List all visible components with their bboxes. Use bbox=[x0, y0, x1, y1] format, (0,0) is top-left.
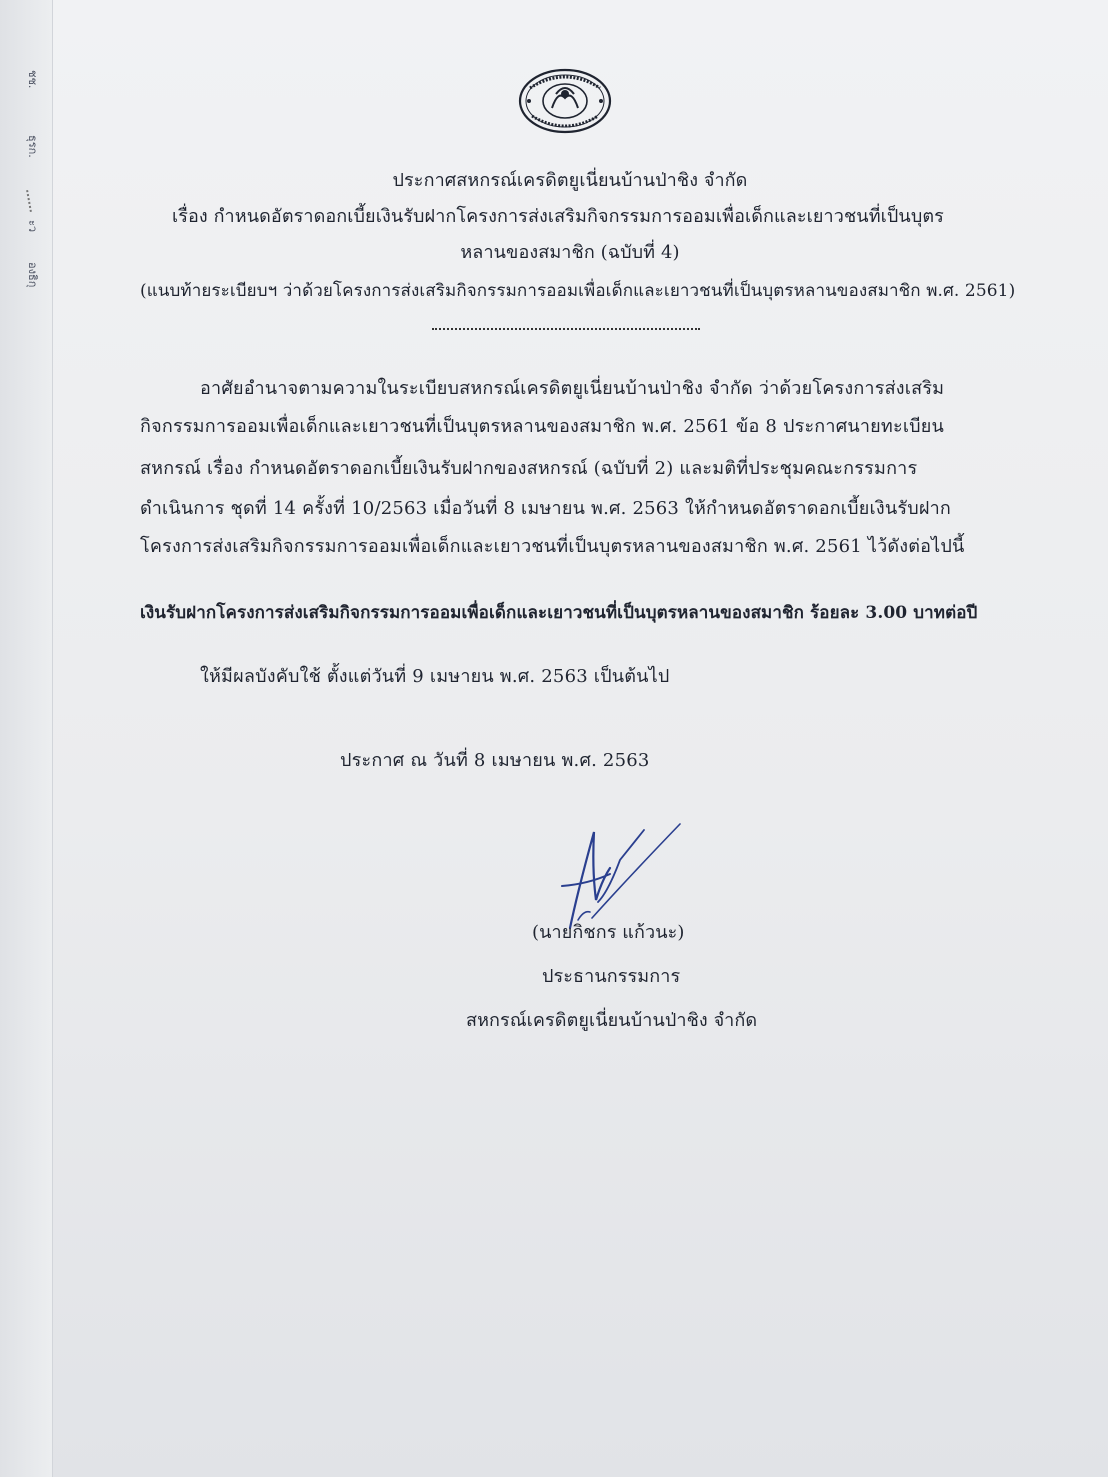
signatory-name: (นายกิชกร แก้วนะ) bbox=[532, 922, 685, 943]
signatory-organization: สหกรณ์เครดิตยูเนี่ยนบ้านป่าชิง จำกัด bbox=[466, 1010, 758, 1031]
cooperative-seal-logo bbox=[518, 68, 612, 134]
margin-dots bbox=[26, 190, 32, 212]
signatory-position: ประธานกรรมการ bbox=[542, 966, 681, 987]
announcement-title: ประกาศสหกรณ์เครดิตยูเนี่ยนบ้านป่าชิง จำกัด bbox=[392, 170, 748, 191]
body-line-3: สหกรณ์ เรื่อง กำหนดอัตราดอกเบี้ยเงินรับฝากของสหกรณ์ (ฉบับที่ 2) และมติที่ประชุมคณะกรรมการ bbox=[140, 458, 918, 479]
margin-note-4: องธิกุ bbox=[26, 262, 39, 288]
rate-statement: เงินรับฝากโครงการส่งเสริมกิจกรรมการออมเพื่อเด็กและเยาวชนที่เป็นบุตรหลานของสมาชิก ร้อยละ 3.00 บาทต่อปี bbox=[140, 603, 978, 623]
annex-reference: (แนบท้ายระเบียบฯ ว่าด้วยโครงการส่งเสริมกิจกรรมการออมเพื่อเด็กและเยาวชนที่เป็นบุตรหลานของสมาชิก พ.ศ. 2561) bbox=[140, 281, 1016, 301]
margin-note-2: ธุรก. bbox=[26, 135, 39, 158]
effective-date: ให้มีผลบังคับใช้ ตั้งแต่วันที่ 9 เมษายน พ.ศ. 2563 เป็นต้นไป bbox=[200, 666, 670, 687]
underlying-page-edge bbox=[0, 0, 53, 1477]
subject-line-1: เรื่อง กำหนดอัตราดอกเบี้ยเงินรับฝากโครงการส่งเสริมกิจกรรมการออมเพื่อเด็กและเยาวชนที่เป็นบุตร bbox=[172, 206, 944, 227]
body-line-2: กิจกรรมการออมเพื่อเด็กและเยาวชนที่เป็นบุตรหลานของสมาชิก พ.ศ. 2561 ข้อ 8 ประกาศนายทะเบียน bbox=[140, 416, 945, 437]
announcement-date: ประกาศ ณ วันที่ 8 เมษายน พ.ศ. 2563 bbox=[340, 750, 650, 771]
margin-note-1: ชช. bbox=[26, 70, 39, 89]
header-divider bbox=[432, 328, 700, 330]
body-line-1: อาศัยอำนาจตามความในระเบียบสหกรณ์เครดิตยูเนี่ยนบ้านป่าชิง จำกัด ว่าด้วยโครงการส่งเสริม bbox=[200, 378, 945, 399]
signature bbox=[548, 820, 688, 935]
body-line-4: ดำเนินการ ชุดที่ 14 ครั้งที่ 10/2563 เมื่อวันที่ 8 เมษายน พ.ศ. 2563 ให้กำหนดอัตราดอกเบี้ยเงินรับฝาก bbox=[140, 498, 952, 519]
body-line-5: โครงการส่งเสริมกิจกรรมการออมเพื่อเด็กและเยาวชนที่เป็นบุตรหลานของสมาชิก พ.ศ. 2561 ไว้ดังต่อไปนี้ bbox=[140, 536, 965, 557]
subject-line-2: หลานของสมาชิก (ฉบับที่ 4) bbox=[460, 242, 680, 263]
margin-note-3: ะว bbox=[26, 220, 39, 233]
